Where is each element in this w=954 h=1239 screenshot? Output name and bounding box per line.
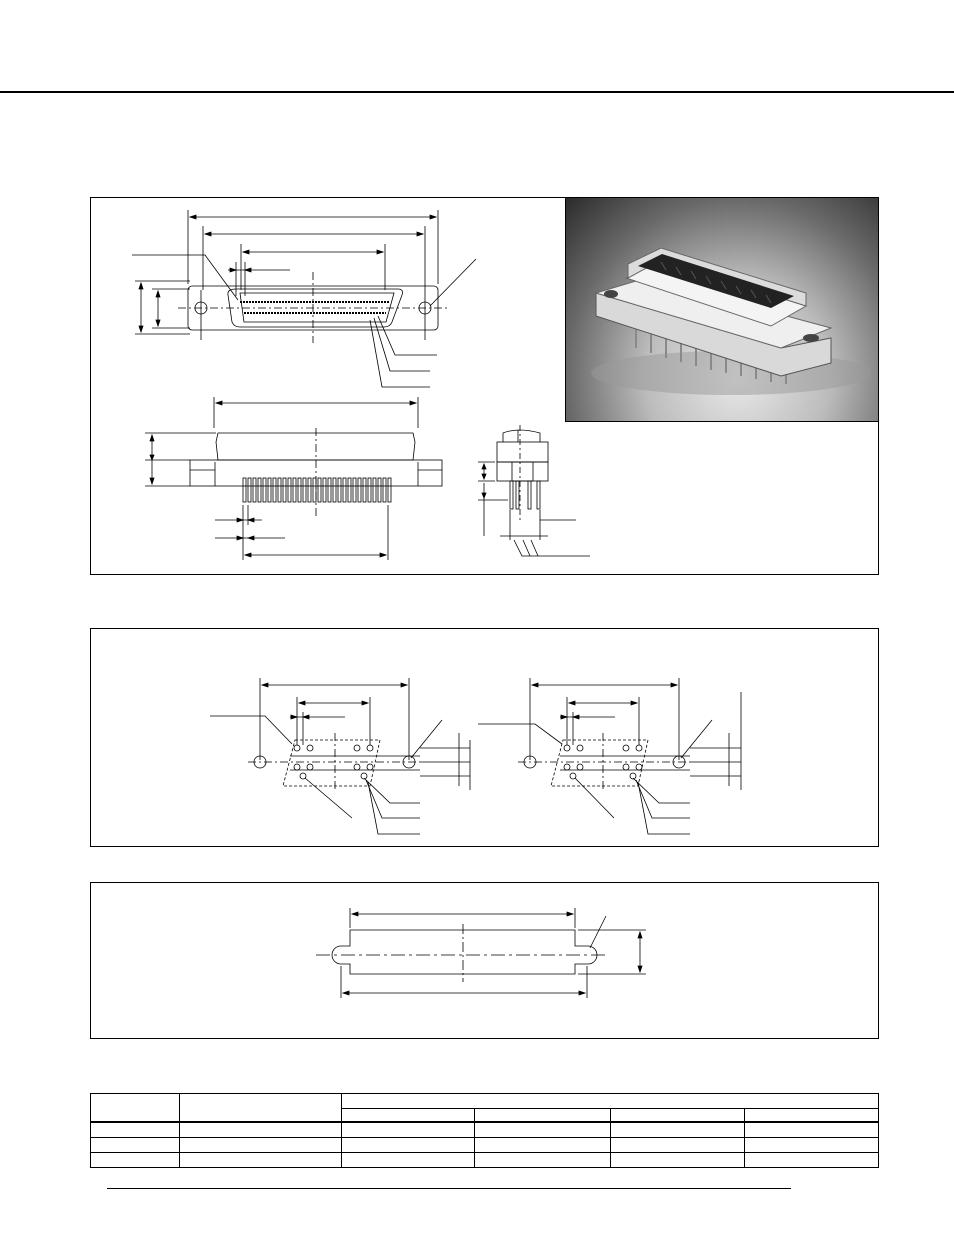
spec-table bbox=[90, 1093, 879, 1168]
spec-table-subheader-cell bbox=[342, 1109, 475, 1123]
spec-table-subheader-cell bbox=[475, 1109, 610, 1123]
table-cell bbox=[180, 1138, 342, 1153]
table-cell bbox=[475, 1122, 610, 1138]
table-cell bbox=[475, 1138, 610, 1153]
table-cell bbox=[610, 1138, 744, 1153]
table-cell bbox=[744, 1138, 878, 1153]
table-cell bbox=[744, 1122, 878, 1138]
table-cell bbox=[180, 1122, 342, 1138]
table-cell bbox=[342, 1138, 475, 1153]
table-cell bbox=[180, 1153, 342, 1168]
table-cell bbox=[610, 1122, 744, 1138]
table-cell bbox=[342, 1153, 475, 1168]
table-cell bbox=[91, 1138, 180, 1153]
spec-table-group-header bbox=[342, 1094, 879, 1109]
spec-table-subheader-cell bbox=[744, 1109, 878, 1123]
spec-table-header-cell bbox=[91, 1094, 180, 1123]
table-cell bbox=[342, 1122, 475, 1138]
table-cell bbox=[610, 1153, 744, 1168]
footer-rule bbox=[107, 1188, 791, 1189]
table-cell bbox=[475, 1153, 610, 1168]
table-row bbox=[91, 1138, 879, 1153]
table-cell bbox=[91, 1153, 180, 1168]
spec-table-header-cell bbox=[180, 1094, 342, 1123]
table-cell bbox=[744, 1153, 878, 1168]
table-row bbox=[91, 1122, 879, 1138]
spec-table-subheader-cell bbox=[610, 1109, 744, 1123]
table-cell bbox=[91, 1122, 180, 1138]
table-row bbox=[91, 1153, 879, 1168]
spec-table-header-row-1 bbox=[91, 1094, 879, 1109]
